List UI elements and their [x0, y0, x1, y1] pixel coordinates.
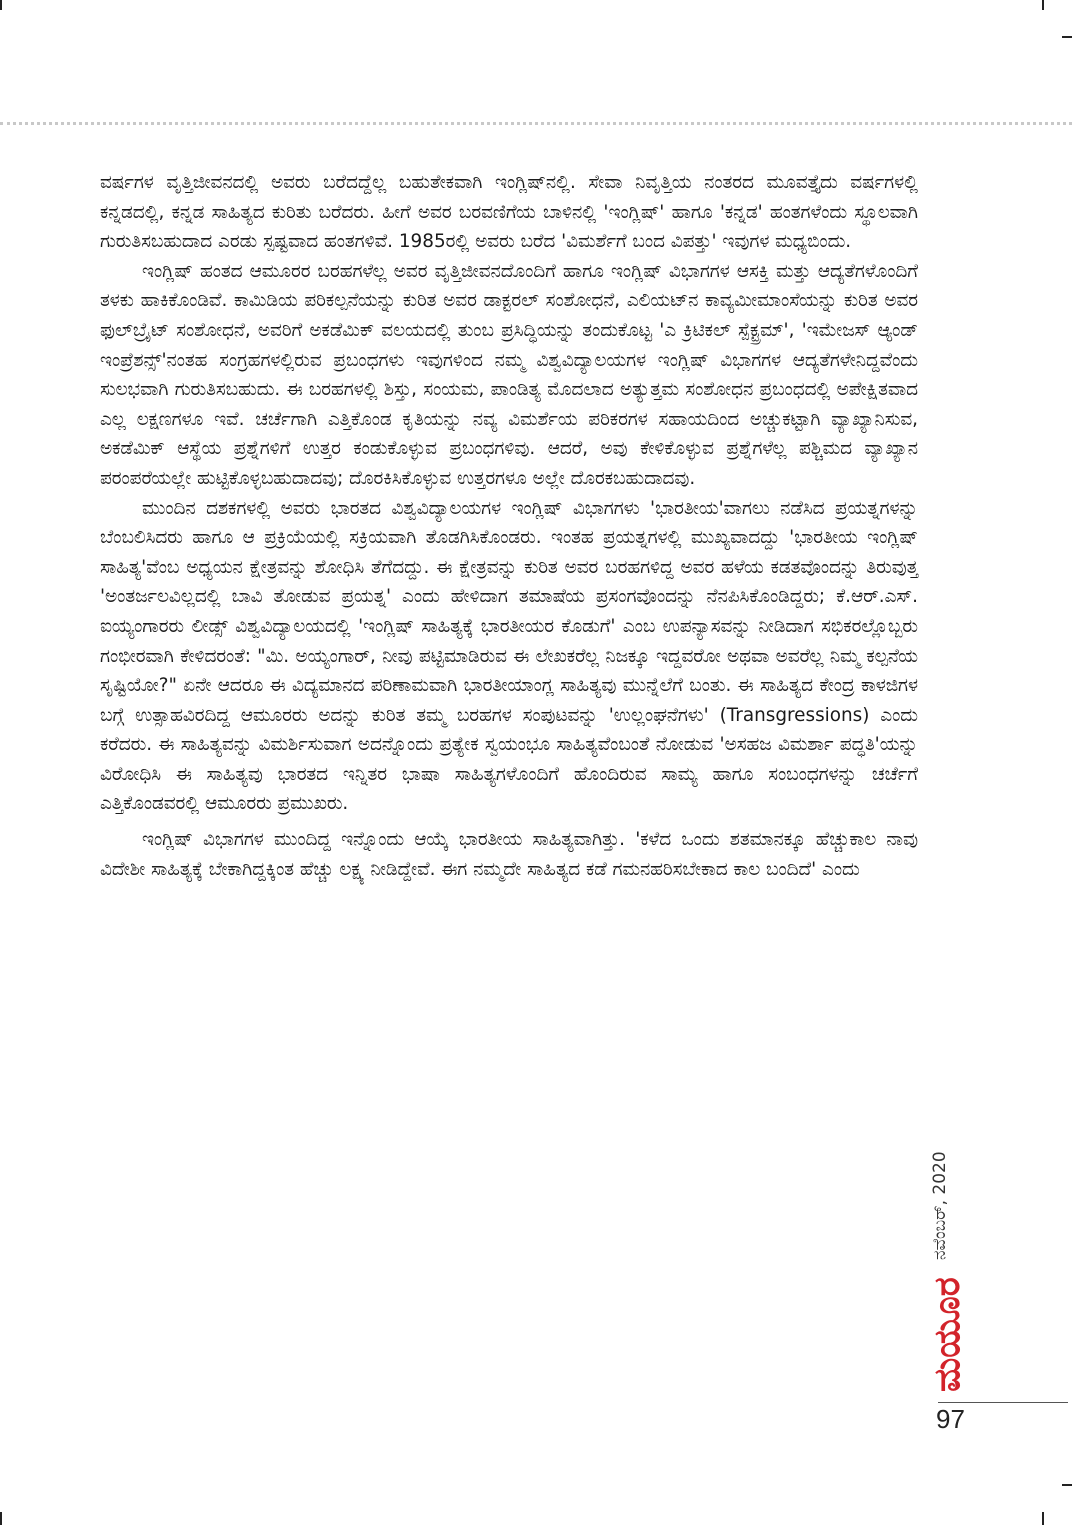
magazine-name-logo: ಮಯೂರ [927, 1277, 968, 1392]
article-paragraph-2: ಇಂಗ್ಲಿಷ್ ಹಂತದ ಆಮೂರರ ಬರಹಗಳೆಲ್ಲ ಅವರ ವೃತ್ತಿಜೀವನದೊಂದಿಗೆ ಹಾಗೂ ಇಂಗ್ಲಿಷ್ ವಿಭಾಗಗಳ ಆಸಕ್ತಿ ಮತ್ತು ಆದ್ಯತೆಗಳೊಂದಿಗೆ ತಳಕು ಹಾಕಿಕೊಂಡಿವೆ. ಕಾಮಿಡಿಯ ಪರಿಕಲ್ಪನೆಯನ್ನು ಕುರಿತ ಅವರ ಡಾಕ್ಟರಲ್ ಸಂಶೋಧನೆ, ಎಲಿಯಟ್‌ನ ಕಾವ್ಯಮೀಮಾಂಸೆಯನ್ನು ಕುರಿತ ಅವರ ಫುಲ್‌ಬ್ರೈಟ್ ಸಂಶೋಧನೆ, ಅವರಿಗೆ ಅಕಡೆಮಿಕ್ ವಲಯದಲ್ಲಿ ತುಂಬ ಪ್ರಸಿದ್ಧಿಯನ್ನು ತಂದುಕೊಟ್ಟ 'ಎ ಕ್ರಿಟಿಕಲ್ ಸ್ಪೆಕ್ಟ್ರಮ್', 'ಇಮೇಜಸ್ ಆ್ಯಂಡ್ ಇಂಪ್ರೆಶನ್ಸ್'ನಂತಹ ಸಂಗ್ರಹಗಳಲ್ಲಿರುವ ಪ್ರಬಂಧಗಳು ಇವುಗಳಿಂದ ನಮ್ಮ ವಿಶ್ವವಿದ್ಯಾಲಯಗಳ ಇಂಗ್ಲಿಷ್ ವಿಭಾಗಗಳ ಆದ್ಯತೆಗಳೇನಿದ್ದವೆಂದು ಸುಲಭವಾಗಿ ಗುರುತಿಸಬಹುದು. ಈ ಬರಹಗಳಲ್ಲಿ ಶಿಸ್ತು, ಸಂಯಮ, ಪಾಂಡಿತ್ಯ ಮೊದಲಾದ ಅತ್ಯುತ್ತಮ ಸಂಶೋಧನ ಪ್ರಬಂಧದಲ್ಲಿ ಅಪೇಕ್ಷಿತವಾದ ಎಲ್ಲ ಲಕ್ಷಣಗಳೂ ಇವೆ. ಚರ್ಚೆಗಾಗಿ ಎತ್ತಿಕೊಂಡ ಕೃತಿಯನ್ನು ನವ್ಯ ವಿಮರ್ಶೆಯ ಪರಿಕರಗಳ ಸಹಾಯದಿಂದ ಅಚ್ಚುಕಟ್ಟಾಗಿ ವ್ಯಾಖ್ಯಾನಿಸುವ, ಅಕಡೆಮಿಕ್ ಆಸ್ಥೆಯ ಪ್ರಶ್ನೆಗಳಿಗೆ ಉತ್ತರ ಕಂಡುಕೊಳ್ಳುವ ಪ್ರಬಂಧಗಳಿವು. ಆದರೆ, ಅವು ಕೇಳಿಕೊಳ್ಳುವ ಪ್ರಶ್ನೆಗಳೆಲ್ಲ ಪಶ್ಚಿಮದ ವ್ಯಾಖ್ಯಾನ ಪರಂಪರೆಯಲ್ಲೇ ಹುಟ್ಟಿಕೊಳ್ಳಬಹುದಾದವು; ದೊರಕಿಸಿಕೊಳ್ಳುವ ಉತ್ತರಗಳೂ ಅಲ್ಲೇ ದೊರಕಬಹುದಾದವು. [100, 260, 918, 489]
header-dotted-rule [0, 122, 1072, 125]
crop-mark-top-right [1042, 0, 1044, 10]
article-paragraph-1: ವರ್ಷಗಳ ವೃತ್ತಿಜೀವನದಲ್ಲಿ ಅವರು ಬರೆದದ್ದೆಲ್ಲ ಬಹುತೇಕವಾಗಿ ಇಂಗ್ಲಿಷ್‌ನಲ್ಲಿ. ಸೇವಾ ನಿವೃತ್ತಿಯ ನಂತರದ ಮೂವತ್ತೈದು ವರ್ಷಗಳಲ್ಲಿ ಕನ್ನಡದಲ್ಲಿ, ಕನ್ನಡ ಸಾಹಿತ್ಯದ ಕುರಿತು ಬರೆದರು. ಹೀಗೆ ಅವರ ಬರವಣಿಗೆಯ ಬಾಳಿನಲ್ಲಿ 'ಇಂಗ್ಲಿಷ್' ಹಾಗೂ 'ಕನ್ನಡ' ಹಂತಗಳೆಂದು ಸ್ಥೂಲವಾಗಿ ಗುರುತಿಸಬಹುದಾದ ಎರಡು ಸ್ಪಷ್ಟವಾದ ಹಂತಗಳಿವೆ. 1985ರಲ್ಲಿ ಅವರು ಬರೆದ 'ವಿಮರ್ಶೆಗೆ ಬಂದ ವಿಪತ್ತು' ಇವುಗಳ ಮಧ್ಯಬಿಂದು. [100, 172, 918, 253]
crop-mark-bottom-left [0, 1512, 2, 1525]
crop-mark-right-lower [1062, 1484, 1072, 1486]
article-body [100, 168, 918, 884]
article-paragraph-4: ಇಂಗ್ಲಿಷ್ ವಿಭಾಗಗಳ ಮುಂದಿದ್ದ ಇನ್ನೊಂದು ಆಯ್ಕೆ ಭಾರತೀಯ ಸಾಹಿತ್ಯವಾಗಿತ್ತು. 'ಕಳೆದ ಒಂದು ಶತಮಾನಕ್ಕೂ ಹೆಚ್ಚುಕಾಲ ನಾವು ವಿದೇಶೀ ಸಾಹಿತ್ಯಕ್ಕೆ ಬೇಕಾಗಿದ್ದಕ್ಕಿಂತ ಹೆಚ್ಚು ಲಕ್ಷ್ಯ ನೀಡಿದ್ದೇವೆ. ಈಗ ನಮ್ಮದೇ ಸಾಹಿತ್ಯದ ಕಡೆ ಗಮನಹರಿಸಬೇಕಾದ ಕಾಲ ಬಂದಿದೆ' ಎಂದು [100, 829, 918, 880]
crop-mark-top-left [0, 0, 2, 10]
page-number-rule [938, 1402, 1068, 1403]
article-paragraph-3: ಮುಂದಿನ ದಶಕಗಳಲ್ಲಿ ಅವರು ಭಾರತದ ವಿಶ್ವವಿದ್ಯಾಲಯಗಳ ಇಂಗ್ಲಿಷ್ ವಿಭಾಗಗಳು 'ಭಾರತೀಯ'ವಾಗಲು ನಡೆಸಿದ ಪ್ರಯತ್ನಗಳನ್ನು ಬೆಂಬಲಿಸಿದರು ಹಾಗೂ ಆ ಪ್ರಕ್ರಿಯೆಯಲ್ಲಿ ಸಕ್ರಿಯವಾಗಿ ತೊಡಗಿಸಿಕೊಂಡರು. ಇಂತಹ ಪ್ರಯತ್ನಗಳಲ್ಲಿ ಮುಖ್ಯವಾದದ್ದು 'ಭಾರತೀಯ ಇಂಗ್ಲಿಷ್ ಸಾಹಿತ್ಯ'ವೆಂಬ ಅಧ್ಯಯನ ಕ್ಷೇತ್ರವನ್ನು ಶೋಧಿಸಿ ತೆಗೆದದ್ದು. ಈ ಕ್ಷೇತ್ರವನ್ನು ಕುರಿತ ಅವರ ಬರಹಗಳಿದ್ದ ಅವರ ಹಳೆಯ ಕಡತವೊಂದನ್ನು ತಿರುವುತ್ತ 'ಅಂತರ್ಜಲವಿಲ್ಲದಲ್ಲಿ ಬಾವಿ ತೋಡುವ ಪ್ರಯತ್ನ' ಎಂದು ಹೇಳಿದಾಗ ತಮಾಷೆಯ ಪ್ರಸಂಗವೊಂದನ್ನು ನೆನಪಿಸಿಕೊಂಡಿದ್ದರು; ಕೆ.ಆರ್.ಎಸ್. ಐಯ್ಯಂಗಾರರು ಲೀಡ್ಸ್ ವಿಶ್ವವಿದ್ಯಾಲಯದಲ್ಲಿ 'ಇಂಗ್ಲಿಷ್ ಸಾಹಿತ್ಯಕ್ಕೆ ಭಾರತೀಯರ ಕೊಡುಗೆ' ಎಂಬ ಉಪನ್ಯಾಸವನ್ನು ನೀಡಿದಾಗ ಸಭಿಕರಲ್ಲೊಬ್ಬರು ಗಂಭೀರವಾಗಿ ಕೇಳಿದರಂತೆ: "ಮಿ. ಅಯ್ಯಂಗಾರ್, ನೀವು ಪಟ್ಟಿಮಾಡಿರುವ ಈ ಲೇಖಕರೆಲ್ಲ ನಿಜಕ್ಕೂ ಇದ್ದವರೋ ಅಥವಾ ಅವರೆಲ್ಲ ನಿಮ್ಮ ಕಲ್ಪನೆಯ ಸೃಷ್ಟಿಯೋ?" ಏನೇ ಆದರೂ ಈ ವಿದ್ಯಮಾನದ ಪರಿಣಾಮವಾಗಿ ಭಾರತೀಯಾಂಗ್ಲ ಸಾಹಿತ್ಯವು ಮುನ್ನೆಲೆಗೆ ಬಂತು. ಈ ಸಾಹಿತ್ಯದ ಕೇಂದ್ರ ಕಾಳಜಿಗಳ ಬಗ್ಗೆ ಉತ್ಸಾಹವಿರದಿದ್ದ ಆಮೂರರು ಅದನ್ನು ಕುರಿತ ತಮ್ಮ ಬರಹಗಳ ಸಂಪುಟವನ್ನು 'ಉಲ್ಲಂಘನೆಗಳು' (Transgressions) ಎಂದು ಕರೆದರು. ಈ ಸಾಹಿತ್ಯವನ್ನು ವಿಮರ್ಶಿಸುವಾಗ ಅದನ್ನೊಂದು ಪ್ರತ್ಯೇಕ ಸ್ವಯಂಭೂ ಸಾಹಿತ್ಯವೆಂಬಂತೆ ನೋಡುವ 'ಅಸಹಜ ವಿಮರ್ಶಾ ಪದ್ಧತಿ'ಯನ್ನು ವಿರೋಧಿಸಿ ಈ ಸಾಹಿತ್ಯವು ಭಾರತದ ಇನ್ನಿತರ ಭಾಷಾ ಸಾಹಿತ್ಯಗಳೊಂದಿಗೆ ಹೊಂದಿರುವ ಸಾಮ್ಯ ಹಾಗೂ ಸಂಬಂಧಗಳನ್ನು ಚರ್ಚೆಗೆ ಎತ್ತಿಕೊಂಡವರಲ್ಲಿ ಆಮೂರರು ಪ್ರಮುಖರು. [100, 497, 918, 815]
issue-date: ನವೆಂಬರ್, 2020 [930, 1151, 950, 1260]
crop-mark-bottom-right [1042, 1512, 1044, 1525]
crop-mark-right-upper [1062, 36, 1072, 38]
page-number: 97 [936, 1404, 965, 1434]
